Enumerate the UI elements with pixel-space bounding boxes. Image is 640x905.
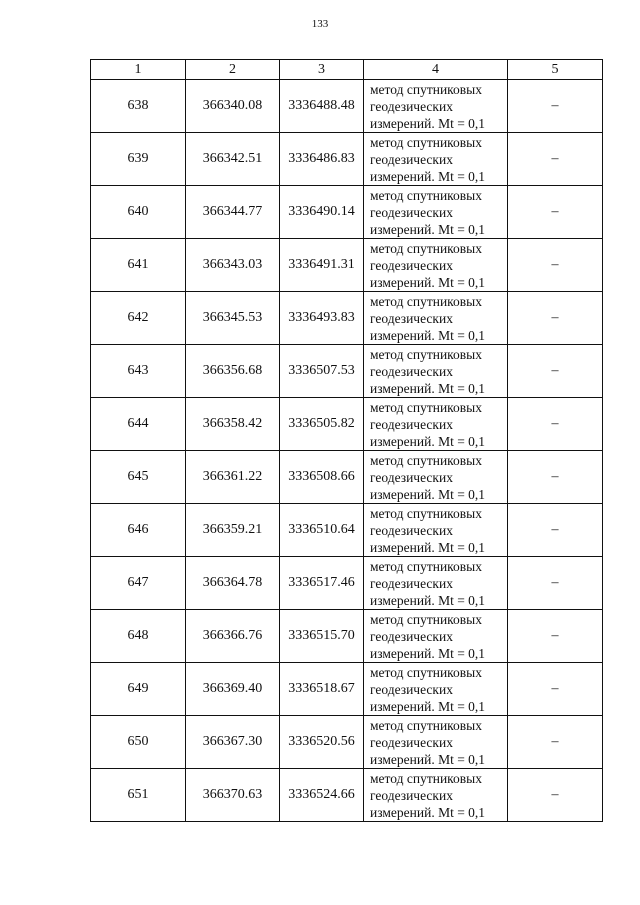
note-dash: – — [551, 257, 559, 272]
note-dash: – — [551, 469, 559, 484]
method-line: геодезических — [370, 522, 453, 538]
method-line: измерений. Mt = 0,1 — [370, 486, 486, 502]
point-number-cell: 646 — [91, 504, 186, 557]
x-coordinate-cell: 366361.22 — [186, 451, 280, 504]
method-line: геодезических — [370, 469, 453, 485]
method-line: измерений. Mt = 0,1 — [370, 433, 486, 449]
x-coordinate-cell: 366366.76 — [186, 610, 280, 663]
method-line: геодезических — [370, 628, 453, 644]
column-header-5: 5 — [508, 60, 603, 80]
note-dash: – — [551, 416, 559, 431]
note-cell — [508, 769, 603, 822]
method-line: метод спутниковых — [370, 505, 482, 521]
method-line: измерений. Mt = 0,1 — [370, 115, 486, 131]
x-coordinate-cell: 366340.08 — [186, 80, 280, 133]
point-number-cell: 650 — [91, 716, 186, 769]
column-header-1: 1 — [91, 60, 186, 80]
note-cell — [508, 557, 603, 610]
note-cell — [508, 610, 603, 663]
x-coordinate-cell: 366369.40 — [186, 663, 280, 716]
column-header-3: 3 — [280, 60, 364, 80]
y-coordinate-cell: 3336493.83 — [280, 292, 364, 345]
table-row — [91, 345, 603, 398]
method-line: метод спутниковых — [370, 558, 482, 574]
y-coordinate-cell: 3336507.53 — [280, 345, 364, 398]
point-number-cell: 644 — [91, 398, 186, 451]
method-line: метод спутниковых — [370, 452, 482, 468]
method-line: геодезических — [370, 787, 453, 803]
note-cell — [508, 663, 603, 716]
note-dash: – — [551, 204, 559, 219]
method-line: измерений. Mt = 0,1 — [370, 804, 486, 820]
note-dash: – — [551, 363, 559, 378]
method-line: геодезических — [370, 98, 453, 114]
table-row — [91, 557, 603, 610]
method-cell — [364, 80, 508, 133]
note-dash: – — [551, 681, 559, 696]
table-row — [91, 133, 603, 186]
table-row — [91, 716, 603, 769]
x-coordinate-cell: 366358.42 — [186, 398, 280, 451]
table-row — [91, 610, 603, 663]
method-cell — [364, 398, 508, 451]
method-line: геодезических — [370, 151, 453, 167]
note-cell — [508, 345, 603, 398]
note-cell — [508, 239, 603, 292]
method-cell — [364, 292, 508, 345]
method-line: измерений. Mt = 0,1 — [370, 274, 486, 290]
note-cell — [508, 292, 603, 345]
method-line: метод спутниковых — [370, 664, 482, 680]
method-line: метод спутниковых — [370, 399, 482, 415]
method-cell — [364, 716, 508, 769]
x-coordinate-cell: 366364.78 — [186, 557, 280, 610]
method-line: геодезических — [370, 310, 453, 326]
point-number-cell: 651 — [91, 769, 186, 822]
method-line: геодезических — [370, 734, 453, 750]
note-cell — [508, 451, 603, 504]
y-coordinate-cell: 3336517.46 — [280, 557, 364, 610]
method-cell — [364, 769, 508, 822]
method-line: метод спутниковых — [370, 187, 482, 203]
method-line: метод спутниковых — [370, 134, 482, 150]
y-coordinate-cell: 3336486.83 — [280, 133, 364, 186]
note-dash: – — [551, 151, 559, 166]
point-number-cell: 648 — [91, 610, 186, 663]
method-line: измерений. Mt = 0,1 — [370, 645, 486, 661]
point-number-cell: 638 — [91, 80, 186, 133]
method-line: метод спутниковых — [370, 611, 482, 627]
method-line: геодезических — [370, 575, 453, 591]
x-coordinate-cell: 366344.77 — [186, 186, 280, 239]
x-coordinate-cell: 366367.30 — [186, 716, 280, 769]
method-line: метод спутниковых — [370, 240, 482, 256]
method-line: геодезических — [370, 363, 453, 379]
method-cell — [364, 239, 508, 292]
point-number-cell: 649 — [91, 663, 186, 716]
note-cell — [508, 398, 603, 451]
method-line: геодезических — [370, 257, 453, 273]
table-body — [91, 80, 603, 822]
method-cell — [364, 133, 508, 186]
note-dash: – — [551, 628, 559, 643]
method-line: метод спутниковых — [370, 346, 482, 362]
point-number-cell: 645 — [91, 451, 186, 504]
y-coordinate-cell: 3336518.67 — [280, 663, 364, 716]
note-cell — [508, 716, 603, 769]
note-dash: – — [551, 575, 559, 590]
method-cell — [364, 610, 508, 663]
method-cell — [364, 345, 508, 398]
note-cell — [508, 80, 603, 133]
y-coordinate-cell: 3336520.56 — [280, 716, 364, 769]
y-coordinate-cell: 3336510.64 — [280, 504, 364, 557]
x-coordinate-cell: 366342.51 — [186, 133, 280, 186]
note-dash: – — [551, 734, 559, 749]
method-line: метод спутниковых — [370, 293, 482, 309]
note-cell — [508, 133, 603, 186]
method-line: измерений. Mt = 0,1 — [370, 751, 486, 767]
note-cell — [508, 504, 603, 557]
coordinates-table — [90, 59, 603, 822]
table-header-row — [91, 60, 603, 80]
x-coordinate-cell: 366370.63 — [186, 769, 280, 822]
method-line: измерений. Mt = 0,1 — [370, 221, 486, 237]
table-row — [91, 186, 603, 239]
method-line: измерений. Mt = 0,1 — [370, 380, 486, 396]
point-number-cell: 639 — [91, 133, 186, 186]
y-coordinate-cell: 3336490.14 — [280, 186, 364, 239]
point-number-cell: 647 — [91, 557, 186, 610]
note-dash: – — [551, 787, 559, 802]
x-coordinate-cell: 366343.03 — [186, 239, 280, 292]
table-row — [91, 451, 603, 504]
table-row — [91, 504, 603, 557]
column-header-2: 2 — [186, 60, 280, 80]
point-number-cell: 641 — [91, 239, 186, 292]
x-coordinate-cell: 366359.21 — [186, 504, 280, 557]
method-line: метод спутниковых — [370, 770, 482, 786]
method-line: метод спутниковых — [370, 81, 482, 97]
table-row — [91, 239, 603, 292]
table-row — [91, 292, 603, 345]
point-number-cell: 642 — [91, 292, 186, 345]
method-line: измерений. Mt = 0,1 — [370, 539, 486, 555]
table-row — [91, 80, 603, 133]
page-number: 133 — [311, 18, 329, 30]
y-coordinate-cell: 3336515.70 — [280, 610, 364, 663]
table-row — [91, 769, 603, 822]
note-cell — [508, 186, 603, 239]
method-line: измерений. Mt = 0,1 — [370, 698, 486, 714]
method-line: геодезических — [370, 204, 453, 220]
method-line: измерений. Mt = 0,1 — [370, 327, 486, 343]
y-coordinate-cell: 3336505.82 — [280, 398, 364, 451]
method-cell — [364, 663, 508, 716]
method-cell — [364, 451, 508, 504]
point-number-cell: 640 — [91, 186, 186, 239]
note-dash: – — [551, 310, 559, 325]
column-header-4: 4 — [364, 60, 508, 80]
y-coordinate-cell: 3336508.66 — [280, 451, 364, 504]
y-coordinate-cell: 3336524.66 — [280, 769, 364, 822]
method-line: метод спутниковых — [370, 717, 482, 733]
method-line: измерений. Mt = 0,1 — [370, 592, 486, 608]
note-dash: – — [551, 522, 559, 537]
method-line: геодезических — [370, 681, 453, 697]
note-dash: – — [551, 98, 559, 113]
y-coordinate-cell: 3336491.31 — [280, 239, 364, 292]
method-cell — [364, 557, 508, 610]
table-row — [91, 398, 603, 451]
x-coordinate-cell: 366345.53 — [186, 292, 280, 345]
x-coordinate-cell: 366356.68 — [186, 345, 280, 398]
y-coordinate-cell: 3336488.48 — [280, 80, 364, 133]
method-cell — [364, 504, 508, 557]
method-line: измерений. Mt = 0,1 — [370, 168, 486, 184]
method-line: геодезических — [370, 416, 453, 432]
point-number-cell: 643 — [91, 345, 186, 398]
table-row — [91, 663, 603, 716]
method-cell — [364, 186, 508, 239]
